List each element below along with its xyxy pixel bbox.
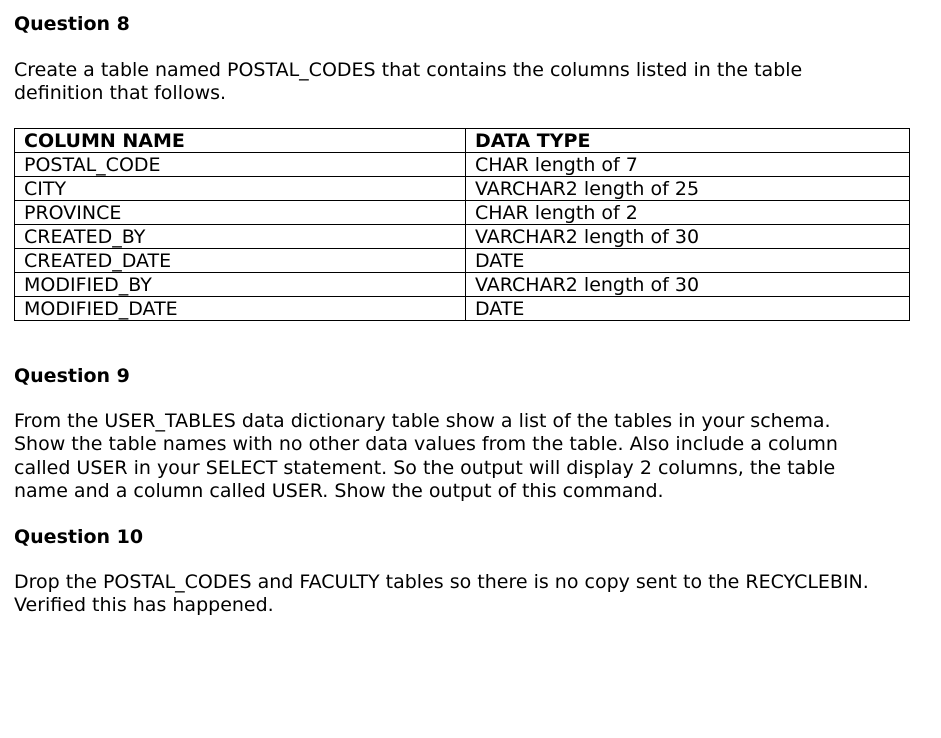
table-row — [15, 273, 910, 297]
question-8-text — [14, 59, 802, 106]
table-row — [15, 201, 910, 225]
question-9-text-line: called USER in your SELECT statement. So the output will display 2 columns, the table — [14, 456, 836, 479]
column-name-cell: CITY — [15, 177, 466, 201]
column-name-cell: MODIFIED_DATE — [15, 297, 466, 321]
question-10-text-line: Verified this has happened. — [14, 594, 274, 617]
question-8-text-line: definition that follows. — [14, 82, 227, 105]
question-9-title: Question 9 — [14, 365, 130, 387]
column-name-cell: PROVINCE — [15, 201, 466, 225]
data-type-cell: CHAR length of 7 — [466, 153, 910, 177]
question-10-text-line: Drop the POSTAL_CODES and FACULTY tables so there is no copy sent to the RECYCLEBIN. — [14, 571, 869, 593]
data-type-cell: DATE — [466, 249, 910, 273]
question-8-title: Question 8 — [14, 13, 130, 35]
question-9-text — [14, 410, 838, 503]
table-row — [15, 225, 910, 249]
postal-codes-definition-table — [14, 128, 910, 321]
column-name-cell: POSTAL_CODE — [15, 153, 466, 177]
column-name-cell: CREATED_BY — [15, 225, 466, 249]
question-10-text — [14, 571, 869, 618]
column-name-header: COLUMN NAME — [15, 129, 466, 153]
question-9-text-line: From the USER_TABLES data dictionary table show a list of the tables in your schema. — [14, 410, 831, 432]
data-type-cell: VARCHAR2 length of 30 — [466, 225, 910, 249]
column-name-cell: CREATED_DATE — [15, 249, 466, 273]
question-9-text-line: Show the table names with no other data values from the table. Also include a column — [14, 433, 838, 456]
table-header-row — [15, 129, 910, 153]
table-row — [15, 297, 910, 321]
data-type-cell: VARCHAR2 length of 25 — [466, 177, 910, 201]
table-row — [15, 153, 910, 177]
question-9-text-line: name and a column called USER. Show the output of this command. — [14, 479, 664, 502]
data-type-cell: DATE — [466, 297, 910, 321]
data-type-cell: VARCHAR2 length of 30 — [466, 273, 910, 297]
data-type-cell: CHAR length of 2 — [466, 201, 910, 225]
data-type-header: DATA TYPE — [466, 129, 910, 153]
table-row — [15, 249, 910, 273]
table-row — [15, 177, 910, 201]
column-name-cell: MODIFIED_BY — [15, 273, 466, 297]
question-8-text-line: Create a table named POSTAL_CODES that contains the columns listed in the table — [14, 59, 803, 81]
question-10-title: Question 10 — [14, 526, 144, 548]
